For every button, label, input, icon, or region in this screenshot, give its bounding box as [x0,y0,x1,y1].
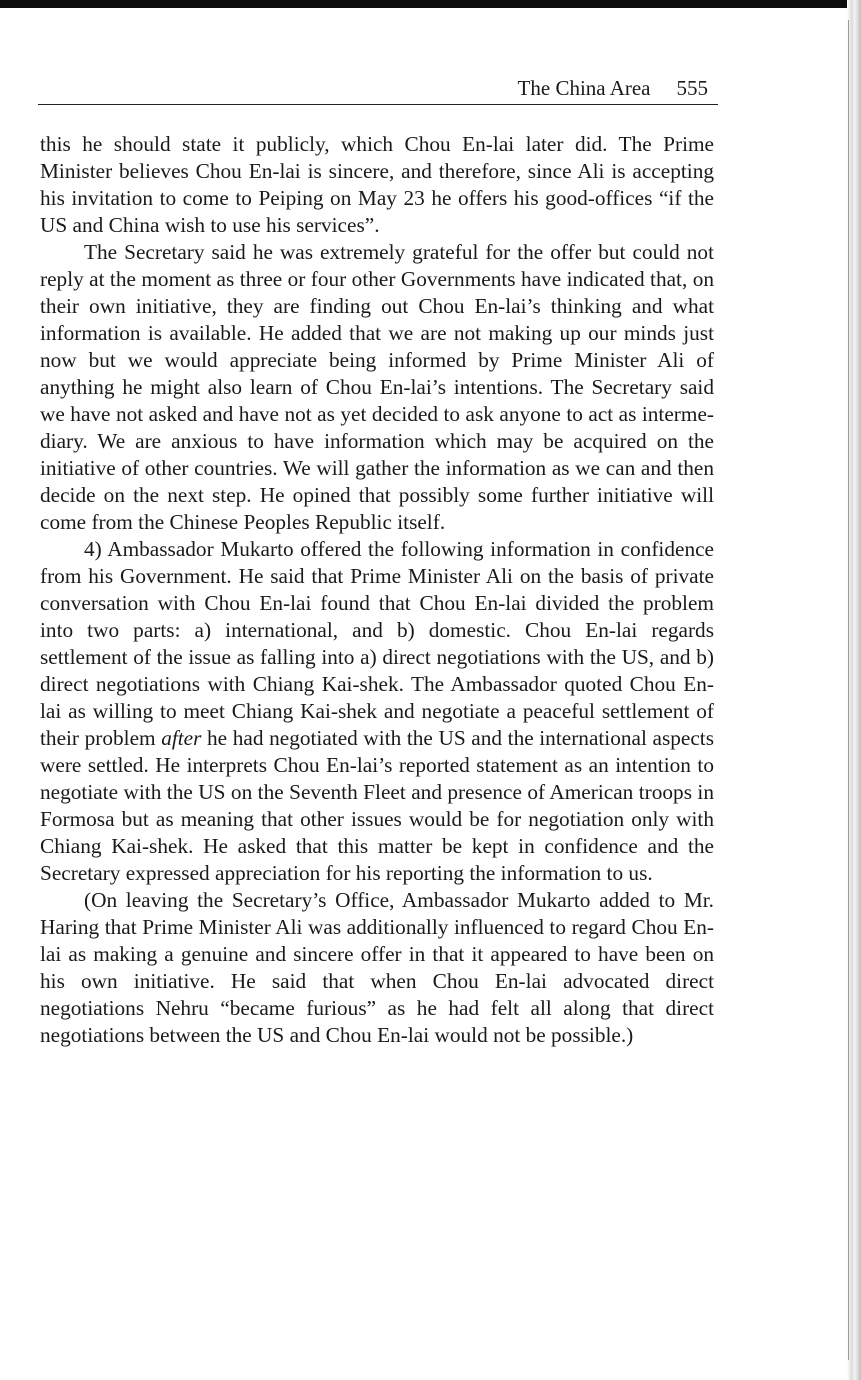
paragraph-item-4-part-1: 4) Ambassador Mukarto offered the following information in confidence from his Government. He said that Prime Minister Ali on the basis of private conversation with Chou En-lai found that Chou En-lai divided the problem into two parts: a) international, and b) domestic. Chou En-lai regards settlement of the issue as falling into a) direct negotiations with the US, and b) direct negotiations with Chiang Kai-shek. The Ambassador quoted Chou En-lai as willing to meet Chiang Kai-shek and negotiate a peaceful settlement of their problem [40,537,714,750]
paragraph-item-4 [40,536,714,887]
paragraph-parenthetical-note: (On leaving the Secretary’s Office, Ambassador Mukarto added to Mr. Haring that Prime Minister Ali was additionally influenced to regard Chou En-lai as making a genuine and sincere offer in that it appeared to have been on his own initiative. He said that when Chou En-lai advocated direct negotiations Nehru “became furious” as he had felt all along that direct negotiations between the US and Chou En-lai would not be possible.) [40,888,714,1047]
body-text [38,131,718,1049]
running-header-text [518,76,708,101]
scan-top-border [0,0,861,8]
page-number: 555 [676,76,708,100]
running-title: The China Area [517,76,651,100]
paragraph-secretary-reply: The Secretary said he was extremely grateful for the offer but could not reply at the moment as three or four other Governments have indicated that, on their own initiative, they are finding out Chou En-lai’s thinking and what information is available. He added that we are not making up our minds just now but we would appreciate being informed by Prime Minister Ali of anything he might also learn of Chou En-lai’s intentions. The Secretary said we have not asked and have not as yet decided to ask anyone to act as intermediary. We are anxious to have information which may be acquired on the initiative of other countries. We will gather the information as we can and then decide on the next step. He opined that possibly some further initiative will come from the Chinese Peoples Republic itself. [40,240,714,534]
paragraph-continuation: this he should state it publicly, which Chou En-lai later did. The Prime Minister believes Chou En-lai is sincere, and therefore, since Ali is accepting his invitation to come to Peiping on May 23 he offers his good-offices “if the US and China wish to use his services”. [40,132,714,237]
emphasis-after: after [161,726,202,750]
paragraph-item-4-part-2: he had negotiated with the US and the international aspects were settled. He interprets Chou En-lai’s reported statement as an intention to negotiate with the US on the Seventh Fleet and presence of American troops in Formosa but as meaning that other issues would be for negotiation only with Chiang Kai-shek. He asked that this matter be kept in confidence and the Secretary expressed appreciation for his reporting the information to us. [40,726,714,885]
scan-edge-line [848,20,849,1360]
running-header [38,68,718,105]
book-page [38,68,718,1049]
scan-page-edge [847,0,861,1380]
